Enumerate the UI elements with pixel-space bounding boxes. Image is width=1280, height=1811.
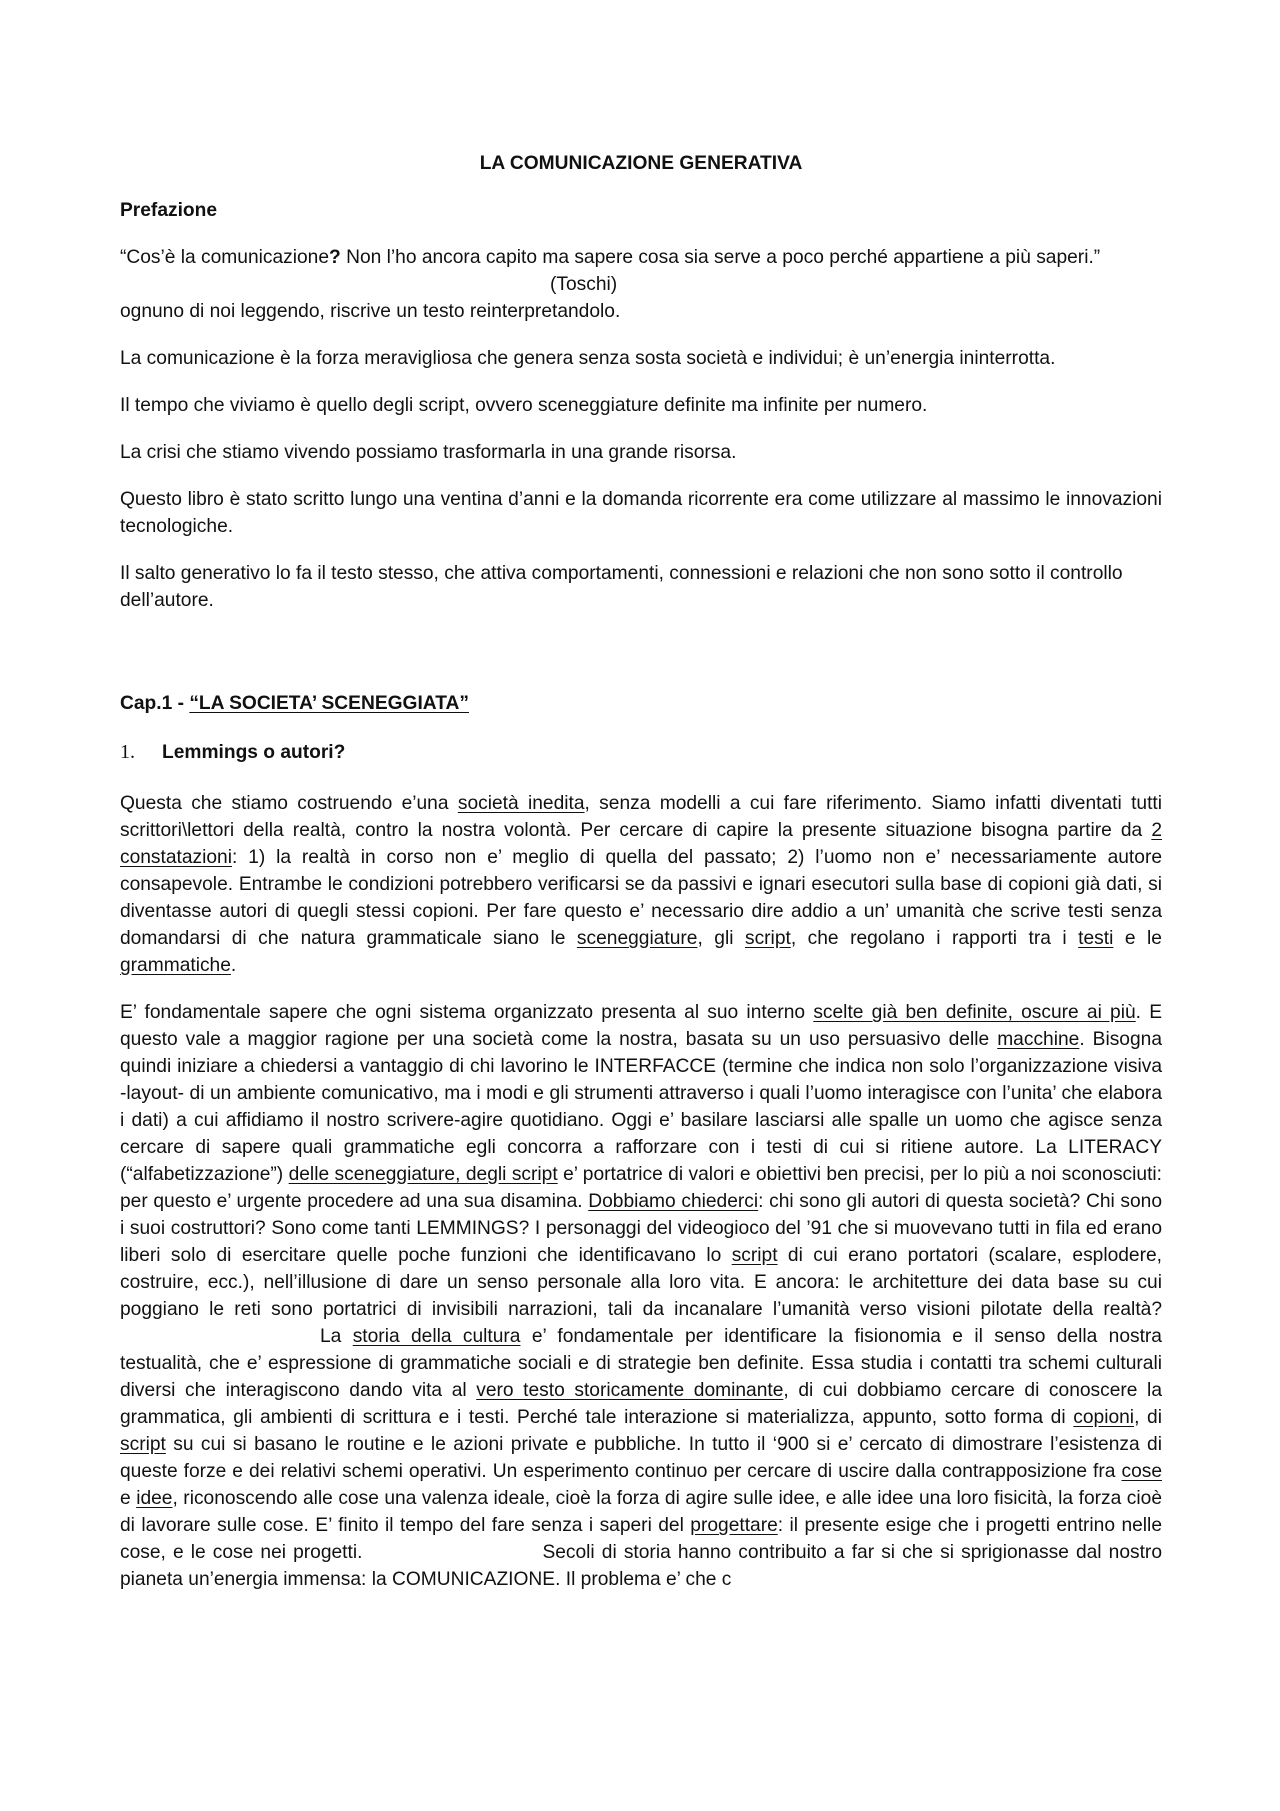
underlined-term: copioni (1073, 1407, 1135, 1428)
text-run: , riconoscendo alle cose una valenza ideale, cioè la forza di agire sulle idee, e alle idee una loro fisicità, la forza cioè di lavorare sulle cose. E’ finito il tempo del fare senza i saperi del (120, 1488, 1162, 1536)
underlined-term: script (731, 1245, 778, 1266)
preface-paragraph: Il salto generativo lo fa il testo stesso, che attiva comportamenti, connessioni e relazioni che non sono sotto il controllo dell’autore. (120, 563, 1123, 611)
document-page (120, 150, 1162, 1613)
underlined-term: cose (1121, 1461, 1162, 1482)
text-run: e’ portatrice di valori e obiettivi ben precisi, per lo più a noi sconosciuti: per questo e’ urgente procedere ad una sua disamina. (120, 1164, 1162, 1212)
text-run: e’ fondamentale per identificare la fisionomia e il senso della nostra testualità, che e’ espressione di grammatiche sociali e di strategie ben definite. Essa studia i contatti tra schemi culturali diversi che interagiscono dando vita al (120, 1326, 1162, 1401)
preface-heading: Prefazione (120, 200, 218, 221)
text-run: , di cui dobbiamo cercare di conoscere la grammatica, gli ambienti di scrittura e i testi. Perché tale interazione si materializza, appunto, sotto forma di (120, 1380, 1162, 1428)
preface-paragraph: La crisi che stiamo vivendo possiamo trasformarla in una grande risorsa. (120, 442, 737, 463)
body-paragraph-1 (120, 790, 1162, 979)
text-run: : il presente esige che i progetti entrino nelle cose, e le cose nei progetti. (120, 1515, 1162, 1563)
quote-question-mark: ? (329, 247, 341, 268)
chapter-heading (120, 690, 1162, 717)
preface-paragraph: Questo libro è stato scritto lungo una ventina d’anni e la domanda ricorrente era come utilizzare al massimo le innovazioni tecnologiche. (120, 489, 1162, 537)
text-run: : 1) la realtà in corso non e’ meglio di quella del passato; 2) l’uomo non e’ necessariamente autore consapevole. Entrambe le condizioni potrebbero verificarsi se da passivi e ignari esecutori sulla base di copioni già dati, si diventasse autori di quegli stessi copioni. Per fare questo e’ necessario dire addio a un’ umanità che scrive testi senza domandarsi di che natura grammaticale siano le (120, 847, 1162, 949)
chapter-prefix: Cap.1 - (120, 693, 190, 714)
underlined-term: 2 constatazioni (120, 820, 1162, 868)
text-run: e (120, 1488, 137, 1509)
preface-line: ognuno di noi leggendo, riscrive un testo reinterpretandolo. (120, 301, 621, 322)
underlined-term: sceneggiature (576, 928, 698, 949)
underlined-term: società inedita (457, 793, 585, 814)
underlined-term: script (744, 928, 791, 949)
text-run: E’ fondamentale sapere che ogni sistema organizzato presenta al suo interno (120, 1002, 814, 1023)
quote-author: (Toschi) (550, 274, 618, 295)
quote-text: “Cos’è la comunicazione (120, 247, 330, 268)
text-run: . (230, 955, 237, 976)
underlined-term: grammatiche (120, 955, 231, 976)
text-run: . Bisogna quindi iniziare a chiedersi a vantaggio di chi lavorino le INTERFACCE (termine che indica non solo l’organizzazione visiva -layout- di un ambiente comunicativo, ma i modi e gli strumenti attraverso i quali l’uomo interagisce con l’unita’ che elabora i dati) a cui affidiamo il nostro scrivere-agire quotidiano. Oggi e’ basilare lasciarsi alle spalle un uomo che agisce senza cercare di sapere quali grammatiche egli concorra a rafforzare con i testi di cui si ritiene autore. La LITERACY (“alfabetizzazione”) (120, 1029, 1162, 1185)
quote-text-2: Non l’ho ancora capito ma sapere cosa sia serve a poco perché appartiene a più saperi.” (340, 247, 1101, 268)
preface-paragraph: La comunicazione è la forza meravigliosa che genera senza sosta società e individui; è un’energia ininterrotta. (120, 348, 1056, 369)
text-run: di cui erano portatori (scalare, esplodere, costruire, ecc.), nell’illusione di dare un senso personale alla loro vita. E ancora: le architetture dei data base su cui poggiano le reti sono portatrici di invisibili narrazioni, tali da incanalare l’umanità verso visioni pilotate della realtà? (120, 1245, 1163, 1320)
underlined-term: storia della cultura (352, 1326, 521, 1347)
text-run: La (320, 1326, 353, 1347)
underlined-term: idee (136, 1488, 173, 1509)
text-run: su cui si basano le routine e le azioni private e pubbliche. In tutto il ‘900 si e’ cercato di dimostrare l’esistenza di queste forze e dei relativi schemi operativi. Un esperimento continuo per cercare di uscire dalla contrapposizione fra (120, 1434, 1162, 1482)
text-run: Questa che stiamo costruendo e’una (120, 793, 458, 814)
preface-quote (120, 244, 1162, 298)
underlined-term: progettare (690, 1515, 778, 1536)
text-run: Secoli di storia hanno contribuito a far si che si sprigionasse dal nostro pianeta un’energia immensa: la COMUNICAZIONE. Il problema e’ che c (120, 1542, 1162, 1590)
section-heading (120, 739, 1162, 766)
underlined-term: vero testo storicamente dominante (476, 1380, 784, 1401)
underlined-term: delle sceneggiature, degli script (288, 1164, 558, 1185)
text-run: : chi sono gli autori di questa società? Chi sono i suoi costruttori? Sono come tanti LEMMINGS? I personaggi del videogioco del ’91 che si muovevano tutti in fila ed erano liberi solo di esercitare quelle poche funzioni che identificavano lo (120, 1191, 1162, 1266)
text-run: , gli (697, 928, 745, 949)
body-paragraph-2 (120, 999, 1162, 1593)
text-run: , che regolano i rapporti tra i (790, 928, 1079, 949)
text-run: . E questo vale a maggior ragione per una società come la nostra, basata su un uso persuasivo delle (120, 1002, 1162, 1050)
underlined-term: script (120, 1434, 166, 1455)
section-title: Lemmings o autori? (162, 742, 346, 763)
preface-paragraph: Il tempo che viviamo è quello degli script, ovvero sceneggiature definite ma infinite per numero. (120, 395, 928, 416)
text-run: e le (1113, 928, 1162, 949)
underlined-term: macchine (997, 1029, 1080, 1050)
text-run: , senza modelli a cui fare riferimento. Siamo infatti diventati tutti scrittori\lettori della realtà, contro la nostra volontà. Per cercare di capire la presente situazione bisogna partire da (120, 793, 1162, 841)
text-run: , di (1134, 1407, 1162, 1428)
document-title: LA COMUNICAZIONE GENERATIVA (479, 153, 803, 174)
underlined-term: scelte già ben definite, oscure ai più (813, 1002, 1136, 1023)
underlined-term: Dobbiamo chiederci (588, 1191, 759, 1212)
chapter-title: “LA SOCIETA’ SCENEGGIATA” (189, 693, 469, 714)
section-number: 1. (120, 741, 135, 763)
underlined-term: testi (1078, 928, 1114, 949)
